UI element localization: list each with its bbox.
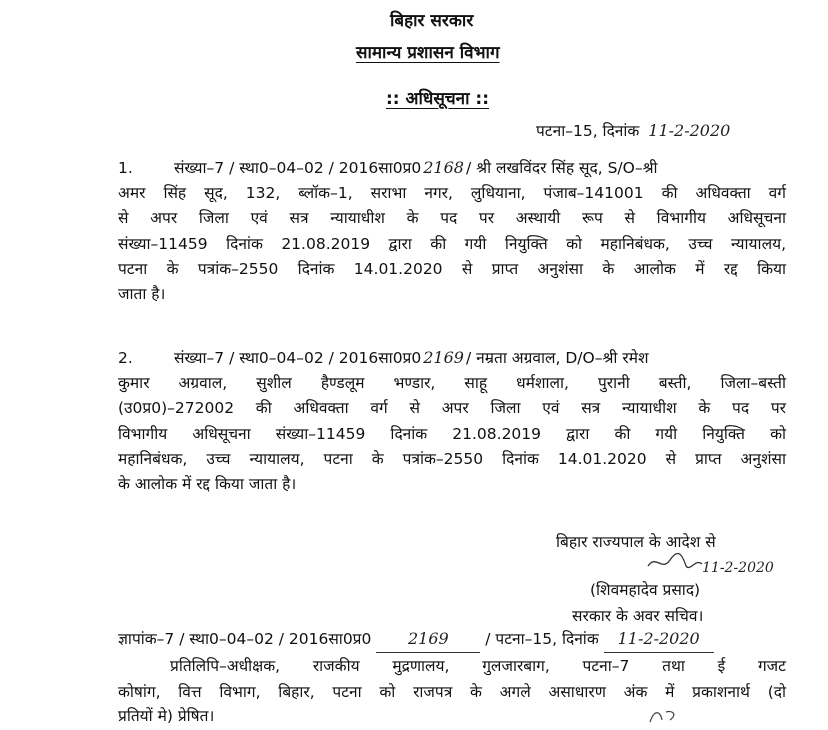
memo-ref: ज्ञापांक–7 / स्था0–04–02 / 2016सा0प्र0 bbox=[118, 630, 372, 648]
item2-handwritten-number: 2169 bbox=[423, 348, 464, 367]
item2-ref: संख्या–7 / स्था0–04–02 / 2016सा0प्र0 bbox=[174, 349, 422, 367]
item1-line: अमर सिंह सूद, 132, ब्लॉक–1, सराभा नगर, लुधियाना, पंजाब–141001 की अधिवक्ता वर्ग bbox=[118, 184, 786, 203]
copy-text: कोषांग, वित्त विभाग, बिहार, पटना को राजपत्र के अगले असाधारण अंक में प्रकाशनार्थ (दो bbox=[118, 683, 786, 701]
item1-line: संख्या–11459 दिनांक 21.08.2019 द्वारा की गयी नियुक्ति को महानिबंधक, उच्च न्यायालय, bbox=[118, 234, 786, 253]
item1-name: / श्री लखविंदर सिंह सूद, S/O–श्री bbox=[465, 159, 658, 177]
memo-handwritten-number: 2169 bbox=[376, 626, 480, 653]
item1-ref: संख्या–7 / स्था0–04–02 / 2016सा0प्र0 bbox=[174, 159, 422, 177]
memo-place: / पटना–15, दिनांक bbox=[485, 630, 599, 648]
item1-first-line bbox=[174, 155, 786, 181]
initials-icon bbox=[648, 708, 688, 726]
item1-line: पटना के पत्रांक–2550 दिनांक 14.01.2020 से प्राप्त अनुशंसा के आलोक में रद्द किया bbox=[118, 259, 786, 278]
item2-name: / नम्रता अग्रवाल, D/O–श्री रमेश bbox=[465, 349, 649, 367]
item1-paragraph bbox=[118, 155, 786, 307]
item1-line: से अपर जिला एवं सत्र न्यायाधीश के पद पर अस्थायी रूप से विभागीय अधिसूचना bbox=[118, 209, 786, 228]
item2-line: कुमार अग्रवाल, सुशील हैण्डलूम भण्डार, साहू धर्मशाला, पुरानी बस्ती, जिला–बस्ती bbox=[118, 374, 786, 393]
item2-paragraph bbox=[118, 345, 786, 497]
item2-number: 2. bbox=[118, 349, 133, 367]
item2-line: महानिबंधक, उच्च न्यायालय, पटना के पत्रांक–2550 दिनांक 14.01.2020 से प्राप्त अनुशंसा bbox=[118, 449, 786, 468]
signature-date: 11-2-2020 bbox=[702, 560, 774, 576]
item2-first-line bbox=[174, 345, 786, 371]
item1-handwritten-number: 2168 bbox=[423, 158, 464, 177]
dateline bbox=[536, 118, 730, 144]
copy-line-2 bbox=[118, 679, 786, 705]
dateline-place: पटना–15, दिनांक bbox=[536, 122, 640, 140]
item1-number: 1. bbox=[118, 159, 133, 177]
signatory-designation: सरकार के अवर सचिव। bbox=[572, 607, 704, 625]
memo-line bbox=[118, 626, 714, 653]
item2-last-line: के आलोक में रद्द किया जाता है। bbox=[118, 475, 297, 494]
item2-line: (उ0प्र0)–272002 की अधिवक्ता वर्ग से अपर जिला एवं सत्र न्यायाधीश के पद पर bbox=[118, 399, 786, 418]
dateline-date: 11-2-2020 bbox=[648, 121, 731, 140]
signatory-name: (शिवमहादेव प्रसाद) bbox=[590, 581, 701, 599]
government-title: बिहार सरकार bbox=[390, 11, 474, 31]
copy-line-3: प्रतियों मे) प्रेषित। bbox=[118, 707, 215, 725]
memo-date: 11-2-2020 bbox=[604, 626, 714, 653]
initials-scribble bbox=[648, 708, 688, 726]
copy-line-1 bbox=[170, 653, 786, 679]
item2-line: विभागीय अधिसूचना संख्या–11459 दिनांक 21.08.2019 द्वारा की गयी नियुक्ति को bbox=[118, 424, 786, 443]
copy-text: प्रतिलिपि–अधीक्षक, राजकीय मुद्रणालय, गुलजारबाग, पटना–7 तथा ई गजट bbox=[170, 657, 786, 675]
department-title: सामान्य प्रशासन विभाग bbox=[356, 43, 500, 63]
governor-order: बिहार राज्यपाल के आदेश से bbox=[556, 533, 716, 551]
notification-heading: :: अधिसूचना :: bbox=[386, 89, 490, 109]
item1-last-line: जाता है। bbox=[118, 285, 166, 304]
